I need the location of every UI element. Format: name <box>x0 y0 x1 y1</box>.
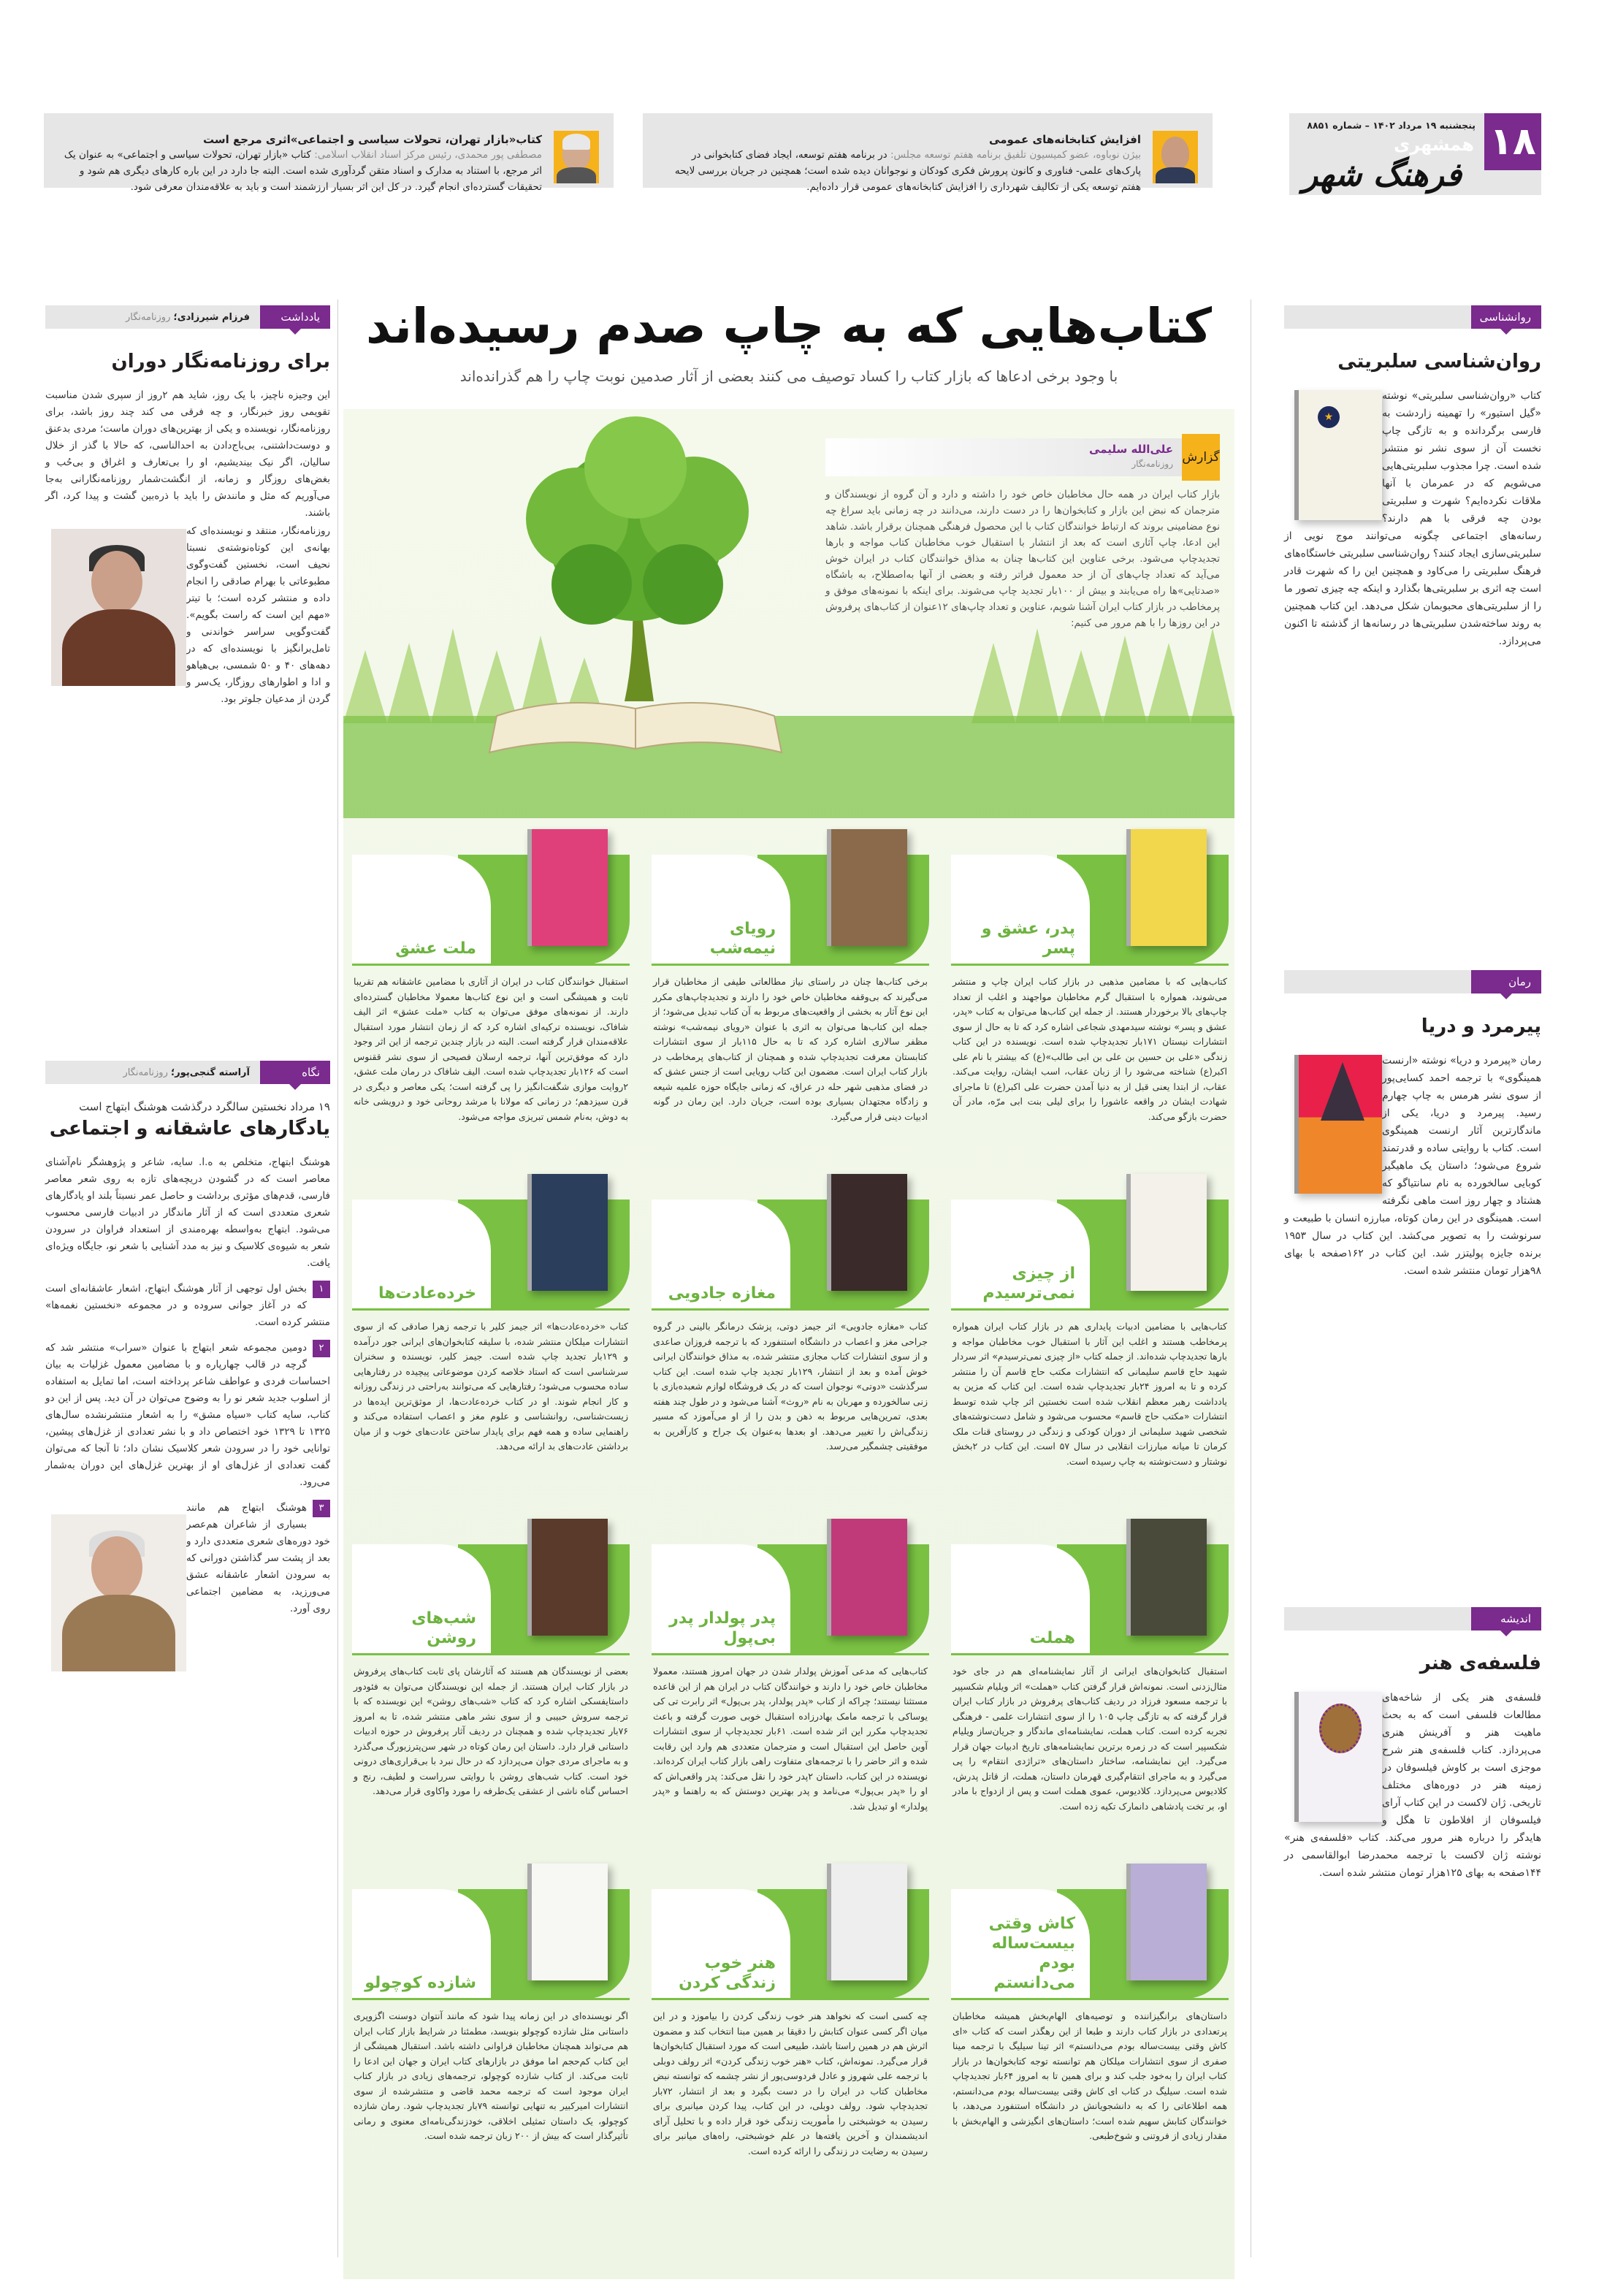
right-section-thought <box>1284 1607 1541 1883</box>
section-label: رمان <box>1471 970 1541 993</box>
book-card <box>951 1860 1229 2203</box>
book-title: رویای نیمه‌شب <box>709 920 776 958</box>
divider <box>352 964 630 966</box>
book-description: کتاب‌هایی که با مضامین مذهبی در بازار کتاب ایران چاپ و منتشر می‌شوند، همواره با استقبال گرم مخاطبان مواجهند و اغلب از تعداد چاپ‌های بالا برخوردار هستند. از جمله این کتاب‌ها می‌توان به کتاب «پدر، عشق و پسر» نوشته سیدمهدی شجاعی اشاره کرد که تا به حال از سوی انتشارات نیستان ۱۷۱بار تجدیدچاپ شده است. نویسنده در این کتاب زندگی «علی بن حسین بن علی بن ابی طالب»(ع) که بیشتر با نام علی اکبر(ع) شناخته می‌شود را از زبان عقاب، اسب ایشان، روایت می‌کند. عقاب، از ابتدا یعنی قبل از به دنیا آمدن حضرت علی اکبر(ع) تا ماجرای شهادت ایشان در واقعه عاشورا را برای لیلی بنت ابی مرّه، مادر آن حضرت بازگو می‌کند. <box>953 976 1228 1122</box>
logo-background-word: همشهری <box>1394 134 1474 155</box>
star-icon: ★ <box>1318 406 1340 428</box>
book-title: هنر خوب زندگی کردن <box>679 1954 776 1992</box>
review-title: پیرمرد و دریا <box>1421 1015 1541 1037</box>
book-title: هملت <box>1029 1629 1075 1647</box>
book-cover <box>827 1174 907 1291</box>
portrait-medallion-icon <box>1319 1704 1362 1753</box>
divider <box>652 1653 929 1655</box>
divider <box>951 964 1229 966</box>
quote-text: در برنامه هفتم توسعه، ایجاد فضای کتابخوانی در پارک‌های علمی- فناوری و کانون پرورش فکری کودکان و نوجوانان دیده شده است؛ همچنین در جریان بررسی لایحه هفتم توسعه یکی از تکالیف شهرداری را افزایش کتابخانه‌های عمومی قرار داده‌ایم. <box>674 149 1141 193</box>
book-title: شب‌های روشن <box>411 1609 476 1647</box>
note-author: فرزام شیرزادی؛ <box>173 311 250 323</box>
review-title: فلسفه‌ی هنر <box>1419 1652 1541 1674</box>
nigah-author: آراسته گنجی‌پور؛ <box>171 1067 250 1078</box>
book-card <box>652 1860 929 2203</box>
item-number: ۳ <box>313 1500 330 1517</box>
divider <box>951 1308 1229 1311</box>
nigah-item: دومین مجموعه شعر ابتهاج با عنوان «سراب» منتشر شد که گرچه در قالب چهارپاره و با مضامین معمول غزلیات به بیان احساسات فردی و عواطف شاعر پرداخته است، اما تمایل به استفاده از اسلوب جدید شعر نو را به وضوح می‌توان در آن دید. پس از این دو کتاب، سایه کتاب «سیاه مشق» را به اشعار منتشرنشده سال‌های ۱۳۲۵ تا ۱۳۲۹ خود اختصاص داد و با نشر تعدادی از غزل‌های پیشین، توانایی خود را در سرودن شعر کلاسیک نشان داد؛ تا آنجا که می‌توان گفت تعدادی از غزل‌های او از بهترین غزل‌های این دوران به‌شمار می‌رود. <box>45 1342 331 1488</box>
book-description: بعضی از نویسندگان هم هستند که آثارشان پای ثابت کتاب‌های پرفروش در بازار کتاب ایران هستند. از جمله این نویسندگان می‌توان به فئودور داستایفسکی اشاره کرد که کتاب «شب‌های روشن» این نویسنده که با ترجمه سروش حبیبی و از سوی نشر ماهی منتشر شده، تا به امروز ۷۶بار تجدیدچاپ شده و همچنان در ردیف آثار پرفروش در حوزه ادبیات داستانی قرار دارد. داستان این رمان کوتاه در شهر سن‌پترزبورگ می‌گذرد و به ماجرای مردی جوان می‌پردازد که در حال نبرد با بی‌قراری‌های درونی خود است. کتاب شب‌های روشن با روایتی سرراست و لطیف، رنج و احساس گناه ناشی از عشقی یک‌طرفه را مورد واکاوی قرار می‌دهد. <box>354 1666 628 1796</box>
report-author: علی‌الله سلیمی <box>1089 443 1173 456</box>
book-description: استقبال خوانندگان کتاب در ایران از آثاری با مضامین عاشقانه هم تقریبا ثابت و همیشگی است و این نوع کتاب‌ها معمولا مخاطبان گسترده‌ای دارند. از نمونه‌های موفق می‌توان به کتاب «ملت عشق» اثر الیف شافاک، نویسنده ترکیه‌ای اشاره کرد که از زمان انتشار مورد استقبال علاقه‌مندان قرار گرفته است. البته در بازار چندین ترجمه از این اثر وجود دارد که موفق‌ترین آنها، ترجمه ارسلان فصیحی از سوی نشر ققنوس است که ۱۲۶بار تجدیدچاپ شده است. الیف شافاک در رمان ملت عشق، ۲روایت موازی شگفت‌انگیز را پی گرفته است؛ یکی معاصر و دیگری در قرن سیزدهم؛ در زمانی که مولانا با مرشد روحانی خود و درویشی خانه به دوش، به‌نام شمس تبریزی مواجه می‌شود. <box>354 976 629 1122</box>
note-paragraph: روزنامه‌نگار، منتقد و نویسنده‌ای که بهانه‌ی این کوتاه‌نوشته‌ی نسبتا نحیف است، نخستین گفت‌وگوی مطبوعاتی با بهرام صادقی را انجام داده و منتشر کرده است؛ با تیتر «مهم این است که راست بگویم». گفت‌وگویی سراسر خواندنی و تامل‌برانگیز با نویسنده‌ای که در دهه‌های ۴۰ و ۵۰ شمسی، بی‌هیاهو و ادا و اطوارهای روزگار، یک‌سر و گردن از مدعیان جلوتر بود. <box>186 525 331 705</box>
review-text: کتاب «روان‌شناسی سلبریتی» نوشته «گیل استیور» را تهمینه زاردشت به فارسی برگردانده و به تازگی چاپ نخست آن از سوی نشر نو منتشر شده است. چرا مجذوب سلبریتی‌هایی می‌شویم که در عمرمان با آنها ملاقات نکرده‌ایم؟ شهرت و سلبریتی بودن چه فرقی با هم دارند؟ رسانه‌های اجتماعی چگونه می‌توانند موج نویی از سلبریتی‌سازی ایجاد کنند؟ روان‌شناسی سلبریتی خاستگاه‌های فرهنگ سلبریتی را می‌کاود و همچنین این را که شهرت قادر است چه اثری بر سلبریتی‌ها بگذارد و اینکه چه چیزی تصور ما را از سلبریتی‌های محبوبمان شکل می‌دهد. این کتاب همچنین به روند ساخته‌شدن سلبریتی‌ها در رسانه‌ها از گذشته تا اکنون می‌پردازد. <box>1284 390 1541 647</box>
report-label: گزارش <box>1182 434 1220 481</box>
speaker-photo <box>1153 131 1198 183</box>
book-card <box>951 825 1229 1169</box>
book-card <box>352 1515 630 1858</box>
top-quote-libraries <box>643 113 1213 193</box>
report-author-role: روزنامه‌نگار <box>1131 459 1173 469</box>
book-description: کتاب «خرده‌عادت‌ها» اثر جیمز کلیر با ترجمه زهرا صادقی که از سوی انتشارات میلکان منتشر شده، با سلیقه کتابخوان‌های ایرانی جور درآمده و ۱۲۹بار تجدید چاپ شده است. جیمز کلیر، نویسنده و سخنران سرشناسی است که استاد خلاصه کردن موضوعاتی پیچیده در رفتارهایی ساده محسوب می‌شود؛ رفتارهایی که می‌توانند به‌راحتی در زندگی روزانه و کار انجام شوند. او در کتاب خرده‌عادت‌ها، از موثق‌ترین ایده‌ها در زیست‌شناسی، روانشناسی و علوم مغز و اعصاب استفاده می‌کند و راهنمایی ساده و همه فهم برای پایدار ساختن عادت‌های خوب و از میان برداشتن عادت‌های بد ارائه می‌دهد. <box>354 1321 628 1452</box>
book-cover <box>527 829 608 946</box>
report-intro-text: بازار کتاب ایران در همه حال مخاطبان خاص خود را داشته و دارد و آن گروه از نویسندگان و مترجمان که نبض این بازار و کتابخوان‌ها را در دست دارند، می‌دانند در چه زمانی باید سراغ چه نوع مضامینی بروند که ارتباط خوانندگان کتاب با این محصول فرهنگی همچنان برقرار باشد. شاهد این ادعا، چاپ آثاری است که بعد از انتشار با استقبال خوب مخاطبان کتاب مواجه و بارها تجدیدچاپ می‌شود. برخی عناوین این کتاب‌ها چنان به مذاق خوانندگان کتاب در ایران خوش می‌آید که تعداد چاپ‌های آن از حد معمول فراتر رفته و بعضی از آنها به‌اصطلاح، به باشگاه «صدتایی»ها راه می‌یابند و بیش از ۱۰۰بار تجدید چاپ می‌شوند. برای اینکه با نمونه‌های موفق و پرمخاطب در بازار کتاب ایران آشنا شویم، عناوین و تعداد چاپ‌های ۱۲عنوان از کتاب‌های پرفروش در این روزها را با هم مرور می کنیم: <box>825 489 1221 629</box>
book-title: پدر، عشق و پسر <box>981 920 1075 958</box>
quote-title: کتاب«بازار تهران، تحولات سیاسی و اجتماعی»اثری مرجع است <box>202 133 542 146</box>
review-title: روان‌شناسی سلبریتی <box>1337 351 1541 373</box>
book-card <box>652 1170 929 1514</box>
section-label: نگاه <box>260 1061 330 1084</box>
book-description: داستان‌های برانگیزاننده و توصیه‌های الهام‌بخش همیشه مخاطبان پرتعدادی در بازار کتاب دارند و طبعا از این رهگذر است که کتاب «ای کاش وقتی بیست‌ساله بودم می‌دانستم» اثر تینا سیلیگ با ترجمه مینا صفری از سوی انتشارات میلکان هم توانسته توجه کتابخوان‌ها در بازار کتاب ایران را به‌خود جلب کند و برای همین تا به امروز ۶۴بار تجدیدچاپ شده است. سیلیگ در کتاب ای کاش وقتی بیست‌ساله بودم می‌دانستم، همه اطلاعاتی را که به دانشجویانش در دانشگاه استنفورد می‌دهد، با خوانندگان کتابش سهیم شده است؛ داستان‌های انگیزشی و الهام‌بخش با مقدار زیادی از فروتنی و شوخ‌طبعی. <box>953 2010 1227 2141</box>
top-quote-bazaar-book <box>44 113 614 193</box>
quote-text: کتاب «بازار تهران، تحولات سیاسی و اجتماعی» به عنوان یک اثر مرجع، با استناد به مدارک و اسناد متقن گردآوری شده است. البته جا دارد در این باره کارهای دیگری هم شود و تحقیقات گسترده‌ای انجام گیرد. در کل این اثر بسیار ارزشمند است و باید به علاقه‌مندان معرفی شود. <box>64 149 542 193</box>
item-number: ۲ <box>313 1340 330 1357</box>
review-text: رمان «پیرمرد و دریا» نوشته «ارنست همینگوی» با ترجمه احمد کسایی‌پور از سوی نشر هرمس به چاپ چهارم رسید. پیرمرد و دریا، یکی از ماندگارترین آثار ارنست همینگوی است. کتاب با روایتی ساده و قدرتمند شروع می‌شود؛ داستان یک ماهیگیر کوبایی سالخورده به نام سانتیاگو که هشتاد و چهار روز است ماهی نگرفته است. همینگوی در این رمان کوتاه، مبارزه انسان با طبیعت و سرنوشت را به تصویر می‌کشد. این کتاب در سال ۱۹۵۳ برنده جایزه پولیتزر شد. این کتاب در ۱۶۲صفحه با بهای ۹۸هزار تومان منتشر شده است. <box>1284 1055 1541 1277</box>
book-description: اگر نویسنده‌ای در این زمانه پیدا شود که مانند آنتوان دوسنت اگزوپری داستانی مثل شازده کوچولو بنویسد، مطمئنا در شرایط بازار کتاب ایران هم می‌تواند همچنان مخاطبان فراوانی داشته باشد. استقبال همیشگی از این کتاب کم‌حجم اما موفق در بازارهای کتاب ایران و جهان این ادعا را ثابت می‌کند. از کتاب شازده کوچولو، ترجمه‌های زیادی در بازار کتاب ایران موجود است که ترجمه محمد قاضی و منتشرشده از سوی انتشارات امیرکبیر به تنهایی توانسته ۷۹بار تجدیدچاپ شود. رمان شازده کوچولو، یک داستان تمثیلی اخلاقی، خودزندگی‌نامه‌ای معنوی و رمانی تأثیرگذار است که بیش از ۲۰۰ زبان ترجمه شده است. <box>354 2010 628 2141</box>
section-logo: فرهنگ شهر <box>1302 156 1462 194</box>
book-card <box>951 1515 1229 1858</box>
book-cover <box>527 1174 608 1291</box>
divider <box>652 1998 929 2000</box>
nigah-title: یادگارهای عاشقانه و اجتماعی <box>49 1118 330 1140</box>
section-label: روانشناسی <box>1471 305 1541 329</box>
divider <box>352 1308 630 1311</box>
book-title: کاش وقتی بیست‌ساله بودم می‌دانستم <box>988 1915 1075 1992</box>
note-column <box>45 305 330 709</box>
item-number: ۱ <box>313 1281 330 1298</box>
review-text: فلسفه‌ی هنر یکی از شاخه‌های مطالعات فلسفی است که به بحث ماهیت هنر و آفرینش هنری می‌پردازد. کتاب فلسفه‌ی هنر شرح موجزی است بر کاوش فیلسوفان در زمینه هنر در دوره‌های مختلف تاریخی. ژان لاکست در این کتاب آرای فیلسوفان از افلاطون تا هگل و هایدگر را درباره هنر مرور می‌کند. کتاب «فلسفه‌ی هنر» نوشته ژان لاکست با ترجمه محمدرضا ابوالقاسمی در ۱۴۴صفحه به بهای ۱۲۵هزار تومان منتشر شده است. <box>1284 1692 1541 1879</box>
divider <box>352 1653 630 1655</box>
book-cover <box>1126 1519 1207 1636</box>
book-description: برخی کتاب‌ها چنان در راستای نیاز مطالعاتی طیفی از مخاطبان قرار می‌گیرند که بی‌وقفه مخاطبان خاص خود را دارند و تجدیدچاپ‌های مکرر این نوع آثار به بخشی از واقعیت‌های مربوط به آن کتاب تبدیل می‌شود؛ از جمله این کتاب‌ها می‌توان به اثری با عنوان «رویای نیمه‌شب» نوشته مظفر سالاری اشاره کرد که تا به حال ۱۱۵بار از سوی انتشارات کتابستان معرفت تجدیدچاپ شده و همچنان از کتاب‌های پرمخاطب در بازار کتاب ایران است. مضمون این کتاب رویایی است از جنس عشق که در فضای مذهبی شهر حله در عراق، که زمانی جایگاه حوزه علمیه شیعه و زادگاه مجتهدان بسیاری بوده است، جریان دارد. این رمان در گونه ادبیات دینی قرار می‌گیرد. <box>653 976 928 1122</box>
book-cover <box>527 1519 608 1636</box>
speaker-photo <box>554 131 599 183</box>
open-book-icon <box>489 703 782 752</box>
nigah-item: هوشنگ ابتهاج هم مانند بسیاری از شاعران هم‌عصر خود دوره‌های شعری متعددی دارد و بعد از پشت سر گذاشتن دورانی که به سرودن اشعار عاشقانه عشق می‌ورزید، به مضامین اجتماعی روی آورد. <box>186 1502 330 1614</box>
issue-date: پنجشنبه ۱۹ مرداد ۱۴۰۲ – شماره ۸۸۵۱ <box>1307 120 1476 131</box>
book-description: کتاب‌هایی با مضامین ادبیات پایداری هم در بازار کتاب ایران همواره پرمخاطب هستند و اغلب این آثار با استقبال خوب مخاطبان مواجه و بارها تجدیدچاپ شده‌اند. از جمله کتاب «از چیزی نمی‌ترسیدم» اثر سردار شهید حاج قاسم سلیمانی که انتشارات مکتب حاج قاسم آن را منتشر کرده و تا به امروز ۲۴بار تجدیدچاپ شده است. این کتاب که مزین به یادداشت رهبر معظم انقلاب شده است نخستین اثر چاپ شده توسط انتشارات «مکتب حاج قاسم» محسوب می‌شود و شامل دست‌نوشته‌های شخصی شهید سلیمانی از دوران کودکی و زندگی در روستای قنات ملک کرمان تا میانه مبارزات انقلابی در سال ۵۷ است. این کتاب در ۲بخش نوشتار و دست‌نوشته به چاپ رسیده است. <box>953 1321 1227 1467</box>
book-card <box>652 825 929 1169</box>
nigah-author-role: روزنامه‌نگار <box>123 1067 168 1078</box>
book-card <box>951 1170 1229 1514</box>
note-author-role: روزنامه‌نگار <box>125 311 171 323</box>
book-card <box>352 825 630 1169</box>
nigah-kicker: ۱۹ مرداد نخستین سالگرد درگذشت هوشنگ ابتهاج است <box>79 1100 330 1113</box>
section-label: یادداشت <box>260 305 330 329</box>
divider <box>652 1308 929 1311</box>
book-title: مغازه جادویی <box>668 1284 776 1303</box>
book-cover <box>527 1864 608 1980</box>
nigah-column <box>45 1061 330 1671</box>
divider <box>951 1653 1229 1655</box>
book-cover <box>827 1519 907 1636</box>
book-card <box>352 1860 630 2203</box>
book-cover <box>827 1864 907 1980</box>
quote-title: افزایش کتابخانه‌های عمومی <box>989 133 1141 146</box>
book-description: استقبال کتابخوان‌های ایرانی از آثار نمایشنامه‌ای هم در جای خود مثال‌زدنی است. نمونه‌اش قرار گرفتن کتاب «هملت» اثر ویلیام شکسپیر با ترجمه مسعود فرزاد در ردیف کتاب‌های پرفروش در بازار کتاب ایران قرار گرفته که به تازگی چاپ ۱۰۵ را از سوی انتشارات علمی - فرهنگی تجربه کرده است. کتاب هملت، نمایشنامه‌ای ماندگار و جریان‌ساز ویلیام شکسپیر است که در زمره برترین نمایشنامه‌های تاریخ ادبیات جهان قرار می‌گیرد. این نمایشنامه، ساختار داستان‌های «تراژدی انتقام» را پی می‌گیرد و به ماجرای انتقام‌گیری قهرمان داستان، هملت، از قاتل پدرش، کلادیوس می‌پردازد. کلادیوس، عموی هملت است و پس از ازدواج با مادر او، بر تخت پادشاهی دانمارک تکیه زده است. <box>953 1666 1227 1812</box>
note-title: برای روزنامه‌نگار دوران <box>111 351 330 373</box>
book-cover <box>1126 829 1207 946</box>
main-subheadline: با وجود برخی ادعاها که بازار کتاب را کساد توصیف می کنند بعضی از آثار صدمین نوبت چاپ را هم گذرانده‌اند <box>459 367 1118 385</box>
divider <box>951 1998 1229 2000</box>
tree-icon <box>526 416 749 701</box>
book-cover <box>827 829 907 946</box>
right-section-psychology <box>1284 305 1541 652</box>
book-description: کتاب «مغازه جادویی» اثر جیمز دوتی، پزشک درمانگر بالینی در گروه جراحی مغز و اعصاب در دانشگاه استنفورد که با ترجمه فروزان صاعدی و از سوی انتشارات کتاب مجازی منتشر شده، به مذاق خوانندگان ایرانی خوش آمده و بعد از انتشار، ۱۲۹بار تجدید چاپ شده است. این کتاب سرگذشت «دوتی» نوجوان است که در یک فروشگاه لوازم شعبده‌بازی با زنی سالخورده و مهربان به نام «روث» آشنا می‌شود و در طول چند هفته بعدی، تمرین‌هایی مربوط به ذهن و بدن را از او می‌آموزد که مسیر زندگی‌اش را تغییر می‌دهد. او بعدها به‌عنوان یک جراح و کارآفرین به موفقیتی چشمگیر می‌رسد. <box>653 1321 928 1452</box>
book-cover <box>1126 1864 1207 1980</box>
quote-speaker: مصطفی پور محمدی، رئیس مرکز اسناد انقلاب اسلامی: <box>314 149 542 161</box>
book-card <box>652 1515 929 1858</box>
nigah-paragraph: هوشنگ ابتهاج، متخلص به ه.ا. سایه، شاعر و پژوهشگر نام‌آشنای معاصر است که در گشودن دریچه‌های تازه به روی شعر معاصر فارسی، قدم‌های مؤثری برداشت و حاصل عمر نسبتاً بلند او یادگارهای شعری متعددی است که از آثار ماندگار در ادبیات فارسی محسوب می‌شود. ابتهاج به‌واسطه بهره‌مندی از استعداد فراوان در سرودن شعر به شیوه‌ی کلاسیک و نیز به مدد آشنایی با شعر نو، جایگاه ویژه‌ای یافت. <box>45 1156 330 1269</box>
divider <box>337 300 338 2257</box>
book-description: چه کسی است که نخواهد هنر خوب زندگی کردن را بیاموزد و در این میان اگر کسی عنوان کتابش را دقیقا بر همین مبنا انتخاب کند و مضمون اثرش هم در همین راستا باشد، طبیعی است که مورد استقبال کتابخوان‌ها قرار می‌گیرد. نمونه‌اش، کتاب «هنر خوب زندگی کردن» اثر رولف دوبلی با ترجمه علی شهروز و عادل فردوسی‌پور از نشر چشمه که توانسته نبض مخاطبان کتاب در ایران را در دست بگیرد و بعد از انتشار، ۷۲بار تجدیدچاپ شود. رولف دوبلی، در این کتاب، پیدا کردن میانبری برای رسیدن به خوشبختی را مأموریت زندگی خود قرار داده و با تحلیل آرای اندیشمندان و آخرین یافته‌ها در علم خوشبختی، راه‌های میانبر برای رسیدن به رضایت در زندگی را ارائه کرده است. <box>653 2010 928 2156</box>
section-label: اندیشه <box>1471 1607 1541 1631</box>
note-paragraph: این وجیزه ناچیز، با یک روز، شاید هم ۲روز از سپری شدن مناسبت تقویمی روز خبرنگار، و چه فرقی می کند چند روز باشد، برای روزنامه‌نگار، نویسنده و یکی از بهترین‌های دوران ماست؛ مردی بدعنق و دوست‌داشتنی، بی‌باج‌دادن به احدالناسی، که حالا با گذر از خلال سالیان، اگر نیک بیندیشیم، او را بی‌تعارف و اغراق و بی‌حُب و بغض‌های روزگار و زمانه، از انگشت‌شمار روزنامه‌نگارانی به‌جا می‌آوریم که مثل و مانندش را باید با ذره‌بین گشت و پیدا کرد، اگر باشند. <box>45 389 331 519</box>
page-number: ۱۸ <box>1484 113 1541 170</box>
quote-speaker: بیژن نوباوه، عضو کمیسیون تلفیق برنامه هفتم توسعه مجلس: <box>890 149 1141 161</box>
book-card <box>352 1170 630 1514</box>
report-intro <box>825 438 1220 631</box>
divider <box>352 1998 630 2000</box>
masthead <box>1289 113 1541 195</box>
book-cover <box>1294 1055 1382 1194</box>
nigah-item: بخش اول توجهی از آثار هوشنگ ابتهاج، اشعار عاشقانه‌ای است که در آغاز جوانی سروده و در مجموعه «نخستین نغمه‌ها» منتشر کرده است. <box>45 1283 330 1328</box>
book-cover <box>1294 1692 1382 1822</box>
book-title: خرده‌عادت‌ها <box>378 1284 476 1303</box>
ebtehaj-photo <box>51 1514 186 1671</box>
book-title: ملت عشق <box>395 939 476 958</box>
book-title: پدر پولدار پدر بی‌پول <box>669 1609 776 1647</box>
main-headline: کتاب‌هایی که به چاپ صدم رسیده‌اند <box>365 298 1213 354</box>
forest-silhouette-icon <box>343 628 1234 723</box>
divider <box>652 964 929 966</box>
book-title: شازده کوچولو <box>364 1974 476 1992</box>
book-cover <box>1294 390 1382 520</box>
journalist-photo <box>51 529 186 686</box>
right-section-novel <box>1284 970 1541 1281</box>
shark-fin-icon <box>1321 1062 1364 1121</box>
book-description: کتاب‌هایی که مدعی آموزش پولدار شدن در جهان امروز هستند، معمولا مخاطبان خاص خود را دارند و خوانندگان کتاب در ایران هم از این قاعده مستثنا نیستند؛ چراکه از کتاب «پدر پولدار، پدر بی‌پول» اثر رابرت تی کی یوساکی با ترجمه مامک بهادرزاده استقبال خوبی صورت گرفته و باعث تجدیدچاپ مکرر این اثر شده است. ۶۱بار تجدیدچاپ از سوی انتشارات آوین حاصل این استقبال است و مترجمان متعددی هم وارد این رقابت شده و اثر حاضر را با ترجمه‌های متفاوت راهی بازار کتاب ایران کرده‌اند. نویسنده در این کتاب، داستان ۲پدر خود را نقل می‌کند: پدر واقعی‌اش که او را «پدر بی‌پول» می‌نامد و پدر بهترین دوستش که به راهنما و «پدر پولدار» او تبدیل شد. <box>653 1666 928 1812</box>
book-title: از چیزی نمی‌ترسیدم <box>982 1265 1075 1303</box>
book-cover <box>1126 1174 1207 1291</box>
